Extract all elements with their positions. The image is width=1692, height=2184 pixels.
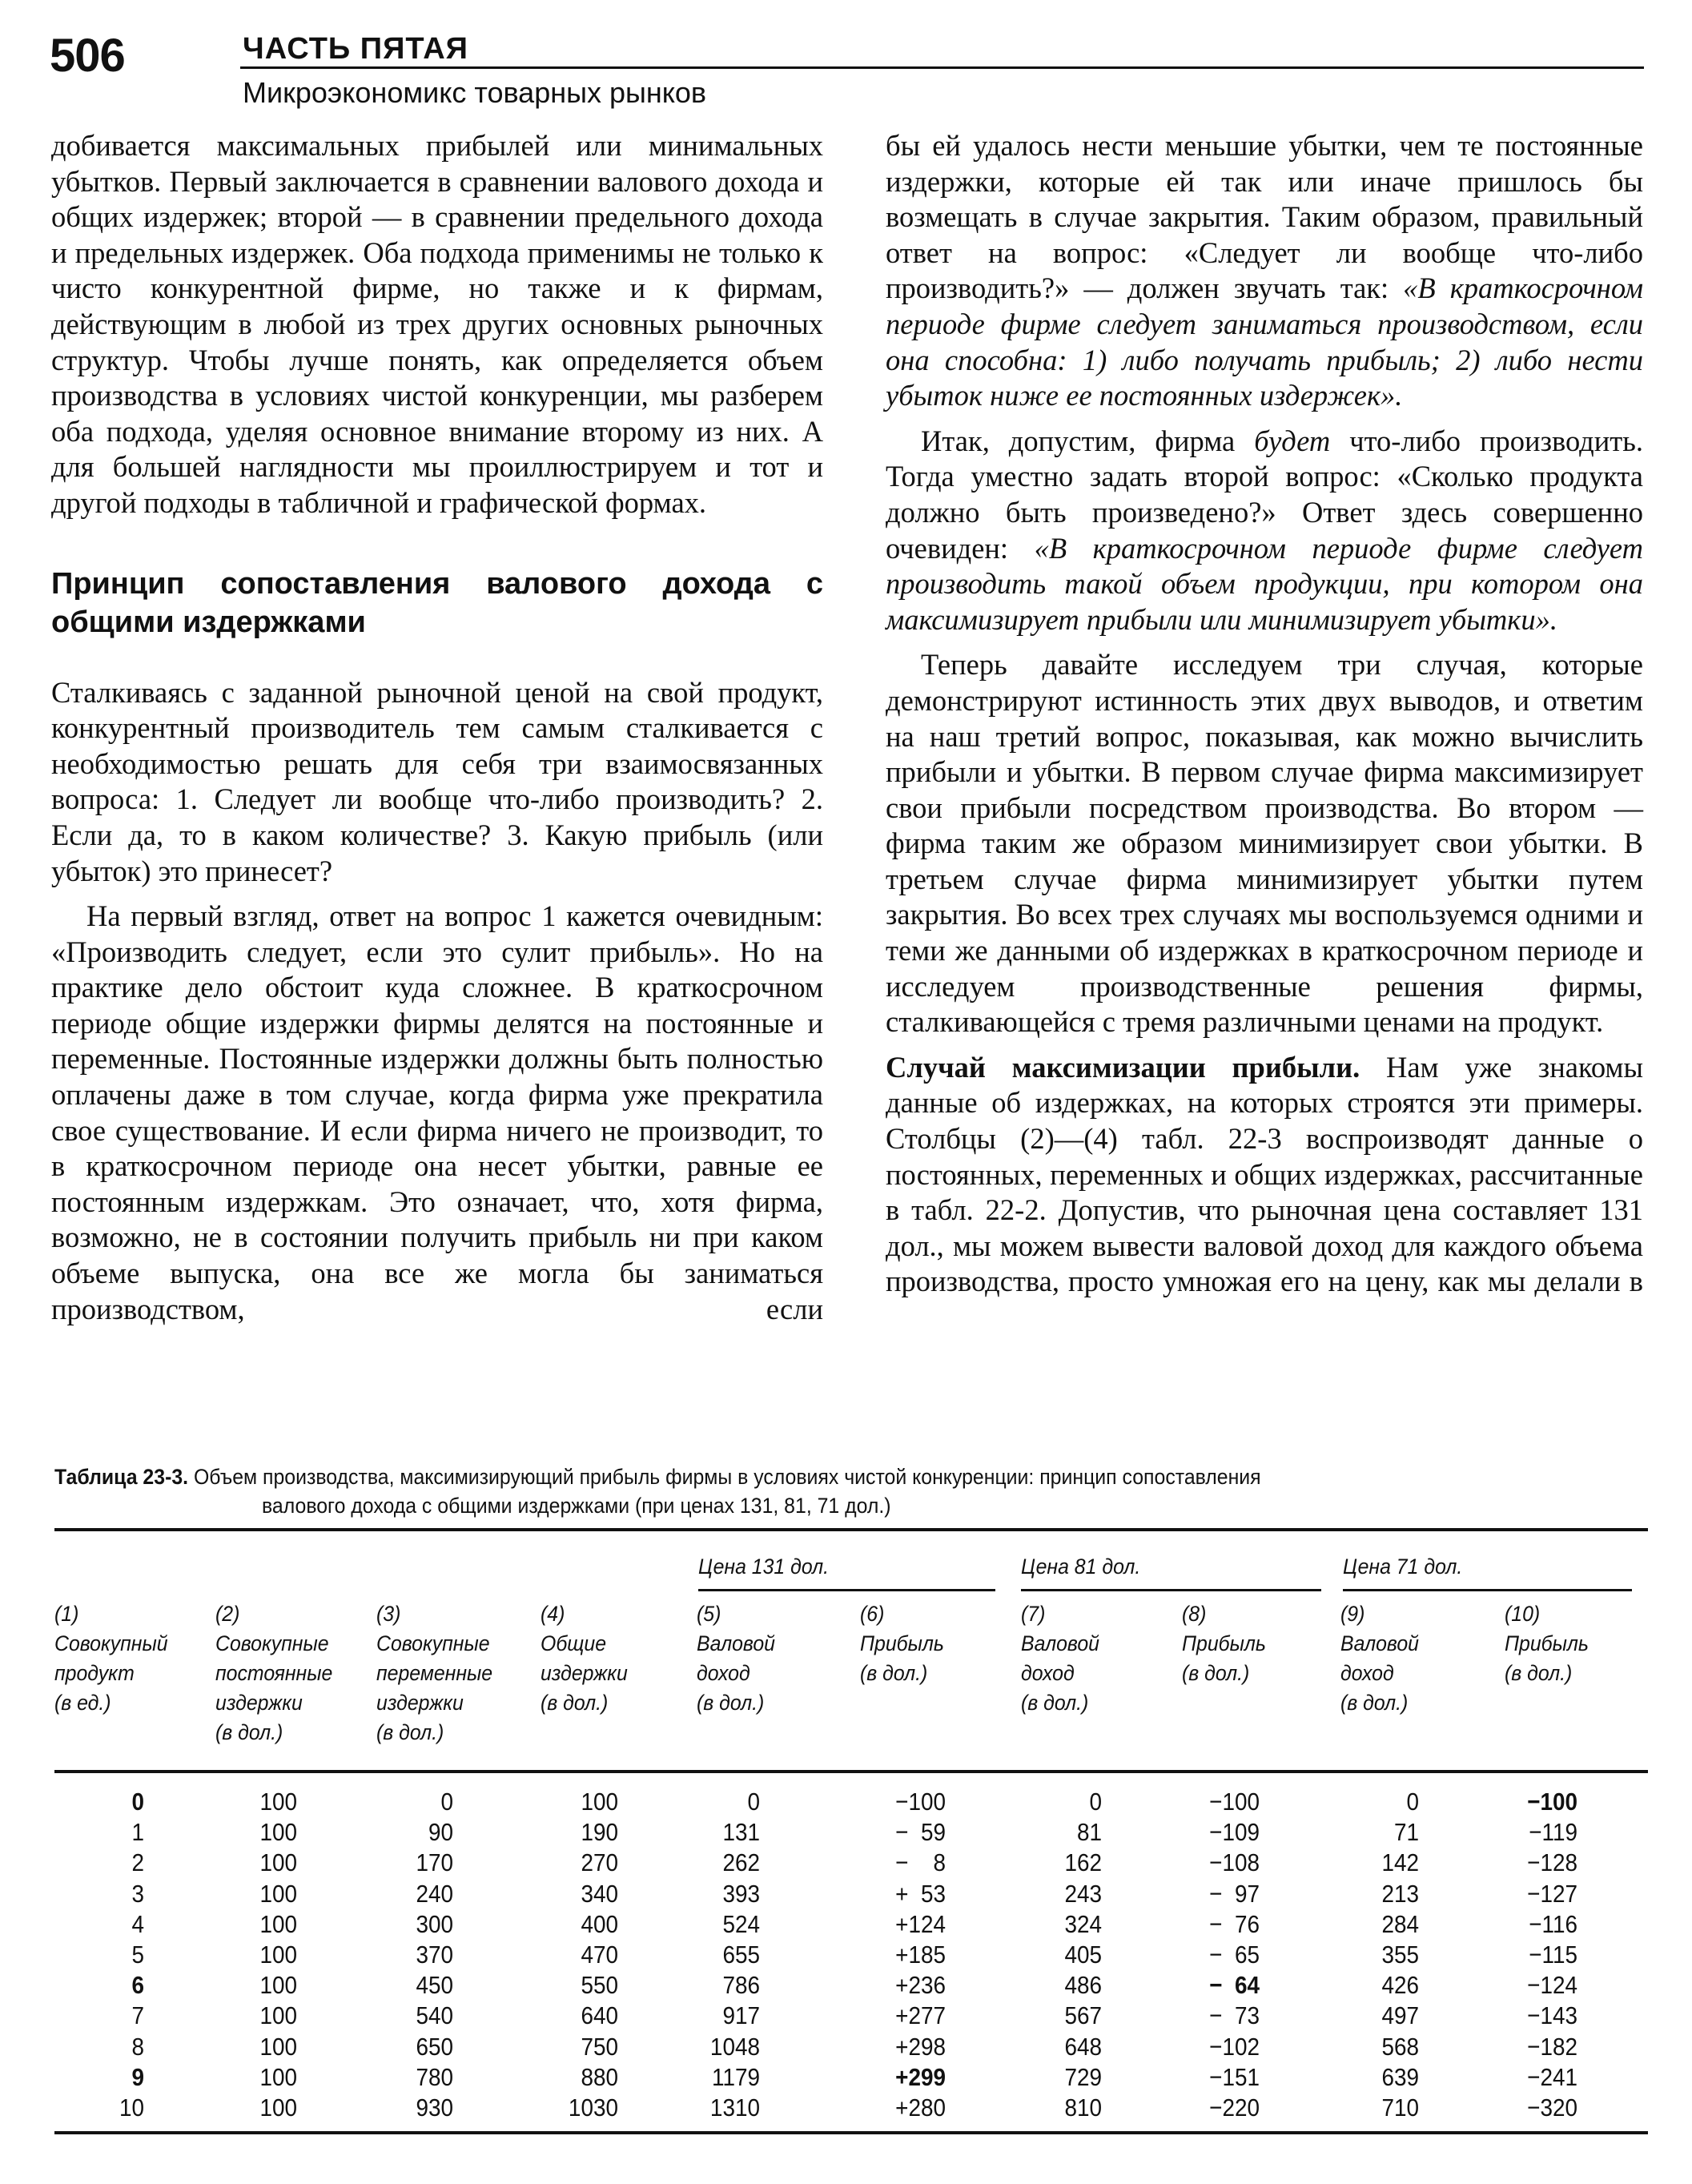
table-cell: 10 (119, 2094, 144, 2122)
table-cell: 540 (416, 2001, 453, 2030)
column-header: Валовой (1340, 1631, 1419, 1655)
paragraph: Сталкиваясь с заданной рыночной ценой на свой продукт, конкурентный производитель тем самым сталкивается с необходимостью решать для себя три взаимосвязанных вопроса: 1. Следует ли вообще что-либо производить? 2. Если да, то в каком количестве? 3. Какую прибыль (или убыток) это принесет? (51, 675, 823, 887)
header-rule (240, 66, 1644, 69)
table-cell: 5 (131, 1941, 144, 1969)
table-cell: 3 (131, 1879, 144, 1908)
table-cell: − 97 (1209, 1879, 1260, 1908)
table-cell: 7 (131, 2001, 144, 2030)
table-cell: 100 (259, 2001, 297, 2030)
column-header: Валовой (1021, 1631, 1099, 1655)
table-cell: 655 (722, 1941, 760, 1969)
table-cell: +280 (895, 2094, 946, 2122)
table-cell: 524 (722, 1909, 760, 1938)
table-cell: 426 (1381, 1971, 1419, 2000)
column-header: Общие (541, 1631, 607, 1655)
table-cell: − 73 (1209, 2001, 1260, 2030)
table-cell: 355 (1381, 1941, 1419, 1969)
column-header: Совокупные (215, 1631, 329, 1655)
table-cell: 100 (259, 1788, 297, 1816)
section-heading: Принцип сопоставления валового дохода с общими издержками (51, 566, 823, 639)
table-cell: − 59 (895, 1818, 946, 1847)
table-cell: 100 (259, 2032, 297, 2061)
column-header: Совокупные (376, 1631, 490, 1655)
table-cell: 100 (581, 1788, 618, 1816)
table-cell: 100 (259, 1941, 297, 1969)
table-top-rule (54, 1528, 1648, 1531)
table-cell: −143 (1527, 2001, 1577, 2030)
table-cell: 90 (428, 1818, 453, 1847)
table-cell: 710 (1381, 2094, 1419, 2122)
table-cell: 170 (416, 1848, 453, 1877)
table-cell: 213 (1381, 1879, 1419, 1908)
column-header: (в ед.) (54, 1691, 111, 1715)
table-cell: −100 (895, 1788, 946, 1816)
table-cell: 550 (581, 1971, 618, 2000)
table-cell: −182 (1527, 2032, 1577, 2061)
column-header: Совокупный (54, 1631, 168, 1655)
price-group-header: Цена 71 дол. (1343, 1555, 1463, 1579)
table-cell: 340 (581, 1879, 618, 1908)
table-cell: 1030 (568, 2094, 618, 2122)
table-cell: 142 (1381, 1848, 1419, 1877)
column-header: (в дол.) (1182, 1661, 1250, 1685)
column-header: доход (697, 1661, 750, 1685)
paragraph: Теперь давайте исследуем три случая, которые демонстрируют истинность этих двух выводов, и ответим на наш третий вопрос, показывая, как можно вычислить прибыли и убытки. В первом случае фирма максимизирует свои прибыли посредством производства. Во втором — фирма таким же образом минимизирует свои убытки. В третьем случае фирма минимизирует убытки путем закрытия. Во всех трех случаях мы воспользуемся одними и теми же данными об издержках в краткосрочном периоде и исследуем производственные решения фирмы, сталкивающейся с тремя различными ценами на продукт. (886, 648, 1643, 1039)
table-cell: +298 (895, 2032, 946, 2061)
table-cell: 190 (581, 1818, 618, 1847)
paragraph: добивается максимальных прибылей или минимальных убытков. Первый заключается в сравнении валового дохода и общих издержек; второй — в сравнении предельного дохода и предельных издержек. Оба подхода применимы не только к чисто конкурентной фирме, но также и к фирмам, действующим в любой из трех других основных рыночных структур. Чтобы лучше понять, как определяется объем производства в условиях чистой конкуренции, мы разберем оба подхода, уделяя основное внимание второму из них. А для большей наглядности мы проиллюстрируем и тот и другой подходы в табличной и графической формах. (51, 129, 823, 519)
paragraph-text: Нам уже знакомы данные об издержках, на которых строятся эти примеры. Столбцы (2)—(4) табл. 22-3 воспроизводят данные о постоянных, переменных и общих издержках, рассчитанные в табл. 22-2. Допустив, что рыночная цена составляет 131 дол., мы можем вывести валовой доход для каждого объема производства, просто умножая его на цену, как мы делали в (886, 1050, 1644, 1298)
table-header-rule (54, 1770, 1648, 1773)
column-header: издержки (376, 1691, 464, 1715)
table-cell: 639 (1381, 2062, 1419, 2091)
table-cell: 0 (747, 1788, 760, 1816)
table-cell: 930 (416, 2094, 453, 2122)
column-header: (2) (215, 1602, 240, 1626)
column-header: издержки (541, 1661, 628, 1685)
table-cell: 568 (1381, 2032, 1419, 2061)
emphasis: будет (1254, 424, 1331, 457)
column-header: (в дол.) (541, 1691, 609, 1715)
group-rule (1343, 1589, 1632, 1591)
table-cell: 300 (416, 1909, 453, 1938)
table-cell: 0 (131, 1788, 144, 1816)
table-cell: 567 (1064, 2001, 1102, 2030)
column-header: (3) (376, 1602, 401, 1626)
column-header: (7) (1021, 1602, 1046, 1626)
table-caption (54, 1462, 1638, 1491)
column-header: (5) (697, 1602, 721, 1626)
column-header: Прибыль (1505, 1631, 1589, 1655)
table-cell: 8 (131, 2032, 144, 2061)
paragraph (886, 128, 1643, 414)
table-cell: +277 (895, 2001, 946, 2030)
table-cell: 729 (1064, 2062, 1102, 2091)
table-cell: 400 (581, 1909, 618, 1938)
table-cell: 243 (1064, 1879, 1102, 1908)
table-cell: 2 (131, 1848, 144, 1877)
column-header: (9) (1340, 1602, 1365, 1626)
table-cell: −127 (1527, 1879, 1577, 1908)
paragraph-text: Итак, допустим, фирма (921, 424, 1255, 457)
column-header: (в дол.) (860, 1661, 928, 1685)
price-group-header: Цена 81 дол. (1021, 1555, 1141, 1579)
emphasis: «В краткосрочном периоде фирме следует заниматься производством, если она способна: 1) либо получать прибыль; 2) либо нести убыток ниже ее постоянных издержек». (886, 271, 1643, 412)
paragraph: На первый взгляд, ответ на вопрос 1 кажется очевидным: «Производить следует, если это сулит прибыль». Но на практике дело обстоит куда сложнее. В краткосрочном периоде общие издержки фирмы делятся на постоянные и переменные. Постоянные издержки должны быть полностью оплачены даже в том случае, когда фирма уже прекратила свое существование. И если фирма ничего не производит, то в краткосрочном периоде она несет убытки, равные ее постоянным издержкам. Это означает, что, хотя фирма, возможно, не в состоянии получить прибыль ни при каком объеме выпуска, она все же могла бы заниматься производством, если (51, 899, 823, 1325)
table-cell: 640 (581, 2001, 618, 2030)
column-header: (4) (541, 1602, 565, 1626)
table-cell: 6 (131, 1971, 144, 2000)
table-cell: 1048 (709, 2032, 760, 2061)
column-header: (в дол.) (376, 1720, 444, 1744)
table-cell: −241 (1527, 2062, 1577, 2091)
table-cell: 100 (259, 2062, 297, 2091)
table-cell: −116 (1529, 1909, 1577, 1938)
table-cell: −115 (1529, 1941, 1577, 1969)
column-header: издержки (215, 1691, 303, 1715)
table-cell: 100 (259, 2094, 297, 2122)
paragraph (886, 424, 1643, 638)
table-cell: 262 (722, 1848, 760, 1877)
table-cell: 486 (1064, 1971, 1102, 2000)
table-cell: +185 (895, 1941, 946, 1969)
table-cell: − 8 (895, 1848, 946, 1877)
table-cell: 370 (416, 1941, 453, 1969)
table-cell: 1179 (711, 2062, 760, 2091)
table-cell: 100 (259, 1971, 297, 2000)
table-cell: 324 (1064, 1909, 1102, 1938)
table-cell: 81 (1076, 1818, 1102, 1847)
table-cell: 100 (259, 1818, 297, 1847)
table-cell: 1 (131, 1818, 144, 1847)
column-header: Валовой (697, 1631, 775, 1655)
table-cell: 917 (722, 2001, 760, 2030)
table-bottom-rule (54, 2131, 1648, 2134)
running-subtitle: Микроэкономикс товарных рынков (243, 76, 707, 109)
table-cell: −220 (1209, 2094, 1260, 2122)
table-cell: −320 (1527, 2094, 1577, 2122)
table-cell: 284 (1381, 1909, 1419, 1938)
table-cell: 497 (1381, 2001, 1419, 2030)
table-cell: 9 (131, 2062, 144, 2091)
column-header: продукт (54, 1661, 135, 1685)
table-cell: 0 (1089, 1788, 1102, 1816)
left-column (51, 128, 823, 1327)
table-cell: −128 (1527, 1848, 1577, 1877)
table-cell: −100 (1527, 1788, 1577, 1816)
table-cell: 0 (440, 1788, 453, 1816)
column-header: (в дол.) (1505, 1661, 1573, 1685)
price-group-header: Цена 131 дол. (698, 1555, 830, 1579)
caption-text: Объем производства, максимизирующий прибыль фирмы в условиях чистой конкуренции: принцип сопоставления (193, 1465, 1261, 1489)
table-cell: 0 (1406, 1788, 1419, 1816)
table-cell: 780 (416, 2062, 453, 2091)
table-cell: +124 (895, 1909, 946, 1938)
column-header: постоянные (215, 1661, 333, 1685)
column-header: (в дол.) (1021, 1691, 1089, 1715)
table-cell: − 65 (1209, 1941, 1260, 1969)
table-cell: −108 (1209, 1848, 1260, 1877)
column-header: (1) (54, 1602, 79, 1626)
table-cell: 393 (722, 1879, 760, 1908)
column-header: Прибыль (1182, 1631, 1266, 1655)
emphasis: «В краткосрочном периоде фирме следует производить такой объем продукции, при котором она максимизирует прибыли или минимизирует убытки». (886, 531, 1643, 636)
group-rule (1021, 1589, 1321, 1591)
table-cell: 100 (259, 1848, 297, 1877)
column-header: переменные (376, 1661, 493, 1685)
table-cell: 1310 (709, 2094, 760, 2122)
column-header: (в дол.) (1340, 1691, 1409, 1715)
table-cell: 650 (416, 2032, 453, 2061)
table-cell: 405 (1064, 1941, 1102, 1969)
paragraph (886, 1050, 1643, 1300)
table-cell: −151 (1209, 2062, 1260, 2091)
table-cell: 470 (581, 1941, 618, 1969)
table-cell: −100 (1209, 1788, 1260, 1816)
table-cell: − 64 (1209, 1971, 1260, 2000)
table-cell: 270 (581, 1848, 618, 1877)
table-cell: 880 (581, 2062, 618, 2091)
column-header: (6) (860, 1602, 885, 1626)
paragraph-text: что-либо производить. Тогда уместно задать второй вопрос: «Сколько продукта должно быть произведено?» Ответ здесь совершенно очевиден: (886, 424, 1643, 565)
table-label: Таблица 23-3. (54, 1465, 189, 1489)
part-title: ЧАСТЬ ПЯТАЯ (243, 32, 468, 66)
table-cell: 786 (722, 1971, 760, 2000)
table-cell: −124 (1527, 1971, 1577, 2000)
group-rule (698, 1589, 995, 1591)
table-cell: +236 (895, 1971, 946, 2000)
column-header: (в дол.) (697, 1691, 765, 1715)
table-cell: 100 (259, 1879, 297, 1908)
table-cell: 162 (1064, 1848, 1102, 1877)
column-header: (в дол.) (215, 1720, 283, 1744)
column-header: доход (1340, 1661, 1394, 1685)
table-cell: 4 (131, 1909, 144, 1938)
table-cell: 648 (1064, 2032, 1102, 2061)
table-cell: 450 (416, 1971, 453, 2000)
table-cell: −109 (1209, 1818, 1260, 1847)
table-cell: + 53 (895, 1879, 946, 1908)
column-header: (8) (1182, 1602, 1207, 1626)
table-cell: 71 (1393, 1818, 1419, 1847)
column-header: Прибыль (860, 1631, 944, 1655)
table-cell: 810 (1064, 2094, 1102, 2122)
paragraph-text: бы ей удалось нести меньшие убытки, чем те постоянные издержки, которые ей так или иначе пришлось бы возмещать в случае закрытия. Таким образом, правильный ответ на вопрос: «Следует ли вообще что-либо производить?» — должен звучать так: (886, 129, 1643, 305)
table-cell: 750 (581, 2032, 618, 2061)
table-cell: −102 (1209, 2032, 1260, 2061)
table-cell: −119 (1529, 1818, 1577, 1847)
table-cell: +299 (895, 2062, 946, 2091)
column-header: (10) (1505, 1602, 1541, 1626)
table-cell: 131 (722, 1818, 760, 1847)
table-caption-line2: валового дохода с общими издержками (при ценах 131, 81, 71 дол.) (262, 1494, 891, 1518)
column-header: доход (1021, 1661, 1075, 1685)
table-cell: − 76 (1209, 1909, 1260, 1938)
right-column (886, 128, 1643, 1300)
table-cell: 100 (259, 1909, 297, 1938)
page-number: 506 (50, 30, 125, 82)
table-cell: 240 (416, 1879, 453, 1908)
run-in-heading: Случай максимизации прибыли. (886, 1050, 1360, 1084)
